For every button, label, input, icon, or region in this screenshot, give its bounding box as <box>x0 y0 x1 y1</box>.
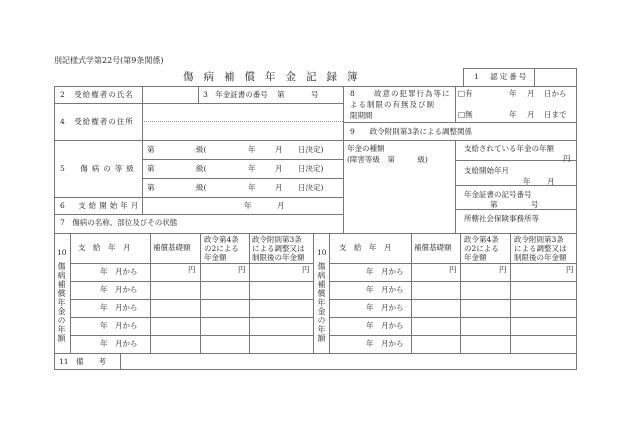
grade-row-2-kyu: 級( <box>196 164 207 173</box>
grade-row-3-end: 日決定) <box>298 183 324 192</box>
header-col3-right-1: 政令第4条 <box>464 235 499 244</box>
field8-label-line2: よる制限の有無及び制 <box>350 100 435 109</box>
header-col3-left-2: の2による <box>204 244 239 253</box>
header-col3-right-2: の2による <box>464 244 499 253</box>
grade-row-2-dai: 第 <box>147 164 155 173</box>
header-payment-month-left: 支 給 年 月 <box>78 243 131 252</box>
disability-grade-label: (障害等級 第 級) <box>347 155 428 164</box>
recipient-address-label: 4 受給権者の住所 <box>60 117 134 126</box>
field10-side-label-right: 傷病補償年金の年額 <box>317 262 326 343</box>
right-row-1-base-yen: 円 <box>449 265 457 274</box>
right-row-3-month: 年 月から <box>366 303 404 312</box>
payment-start-month: 月 <box>277 201 285 210</box>
right-row-4-month: 年 月から <box>366 321 404 330</box>
right-row-1-col4-yen: 円 <box>566 265 574 274</box>
left-row-2-month: 年 月から <box>100 285 138 294</box>
restriction-until-year: 年 <box>509 110 517 119</box>
disease-description-label: 7 傷病の名称、部位及びその状態 <box>60 218 178 227</box>
social-insurance-office-label: 所轄社会保険事務所等 <box>464 214 539 223</box>
cert-go: 号 <box>531 200 539 209</box>
grade-row-3-dai: 第 <box>147 183 155 192</box>
grade-row-3-nen: 年 <box>248 183 256 192</box>
pension-cert-go: 号 <box>311 90 319 99</box>
certification-number-value[interactable] <box>535 69 576 86</box>
start-month-label: 支給開始年月 <box>464 166 509 175</box>
cert-dai: 第 <box>490 200 498 209</box>
left-row-3-month: 年 月から <box>100 303 138 312</box>
right-row-1-month: 年 月から <box>366 267 404 276</box>
left-row-1-month: 年 月から <box>100 267 138 276</box>
header-col4-left-2: による調整又は <box>252 244 305 253</box>
left-row-5-month: 年 月から <box>100 339 138 348</box>
grade-row-2-nen: 年 <box>248 164 256 173</box>
certification-number-label: 1 認定番号 <box>474 72 529 81</box>
header-col3-left-1: 政令第4条 <box>204 235 239 244</box>
grade-row-1-end: 日決定) <box>298 145 324 154</box>
field10-number-right: 10 <box>317 248 327 257</box>
payment-start-label: 6 支給開始年月 <box>60 201 142 210</box>
header-col4-left-1: 政令附則第3条 <box>252 235 302 244</box>
right-row-5-month: 年 月から <box>366 339 404 348</box>
grade-row-1-dai: 第 <box>147 145 155 154</box>
restriction-from-year: 年 <box>509 89 517 98</box>
grade-row-2-tsuki: 月 <box>275 164 283 173</box>
field8-number: 8 <box>350 89 355 98</box>
field10-number-left: 10 <box>57 248 67 257</box>
recipient-address-value[interactable] <box>143 104 342 139</box>
grade-row-1-kyu: 級( <box>196 145 207 154</box>
header-col4-left-3: 制限後の年金額 <box>252 253 305 262</box>
field8-label-line3: 限期間 <box>350 111 373 120</box>
field8-label-line1: 故意の犯罪行為等に <box>374 89 451 98</box>
header-col4-right-3: 制限後の年金額 <box>514 253 567 262</box>
header-base-amount-right: 補償基礎額 <box>414 243 452 252</box>
pension-cert-number-label: 3 年金証書の番号 <box>203 90 268 99</box>
remarks-label: 11 備 考 <box>59 357 107 366</box>
grade-row-1-tsuki: 月 <box>275 145 283 154</box>
adjustment-label: 9 政令附則第3条による調整関係 <box>350 127 473 136</box>
right-row-2-month: 年 月から <box>366 285 404 294</box>
page-title: 傷病補償年金記録簿 <box>183 71 368 83</box>
left-row-4-month: 年 月から <box>100 321 138 330</box>
header-base-amount-left: 補償基礎額 <box>153 243 191 252</box>
header-col4-right-1: 政令附則第3条 <box>514 235 564 244</box>
recipient-name-label: 2 受給権者の氏名 <box>60 90 134 99</box>
header-payment-month-right: 支 給 年 月 <box>339 243 392 252</box>
annual-amount-yen: 円 <box>563 154 571 163</box>
restriction-until-month: 月 <box>527 110 535 119</box>
form-id: 別記様式学第22号(第9条関係) <box>54 56 164 65</box>
restriction-until-day: 日まで <box>544 110 567 119</box>
pension-type-label: 年金の種類 <box>347 144 385 153</box>
header-col3-right-3: 年金額 <box>464 253 487 262</box>
remarks-value[interactable] <box>121 354 576 369</box>
annual-amount-label: 支給されている年金の年額 <box>464 144 554 153</box>
restriction-from-month: 月 <box>527 89 535 98</box>
payment-start-year: 年 <box>244 201 252 210</box>
field10-side-label-left: 傷病補償年金の年額 <box>57 262 66 343</box>
restriction-from-day: 日から <box>544 89 567 98</box>
left-row-1-col3-yen: 円 <box>238 265 246 274</box>
header-col3-left-3: 年金額 <box>204 253 227 262</box>
pension-cert-dai: 第 <box>277 90 285 99</box>
restriction-no-checkbox[interactable]: □無 <box>458 110 473 119</box>
left-row-1-base-yen: 円 <box>188 265 196 274</box>
header-col4-right-2: による調整又は <box>514 244 567 253</box>
grade-row-3-tsuki: 月 <box>275 183 283 192</box>
grade-row-2-end: 日決定) <box>298 164 324 173</box>
grade-row-1-nen: 年 <box>248 145 256 154</box>
start-year: 年 <box>523 177 531 186</box>
restriction-yes-checkbox[interactable]: □有 <box>458 89 473 98</box>
disease-grade-label: 5 傷病の等級 <box>60 164 138 173</box>
left-row-1-col4-yen: 円 <box>302 265 310 274</box>
cert-number-label: 年金証書の記号番号 <box>464 190 532 199</box>
start-month: 月 <box>547 177 555 186</box>
right-row-1-col3-yen: 円 <box>499 265 507 274</box>
grade-row-3-kyu: 級( <box>196 183 207 192</box>
recipient-name-value[interactable] <box>143 87 197 102</box>
